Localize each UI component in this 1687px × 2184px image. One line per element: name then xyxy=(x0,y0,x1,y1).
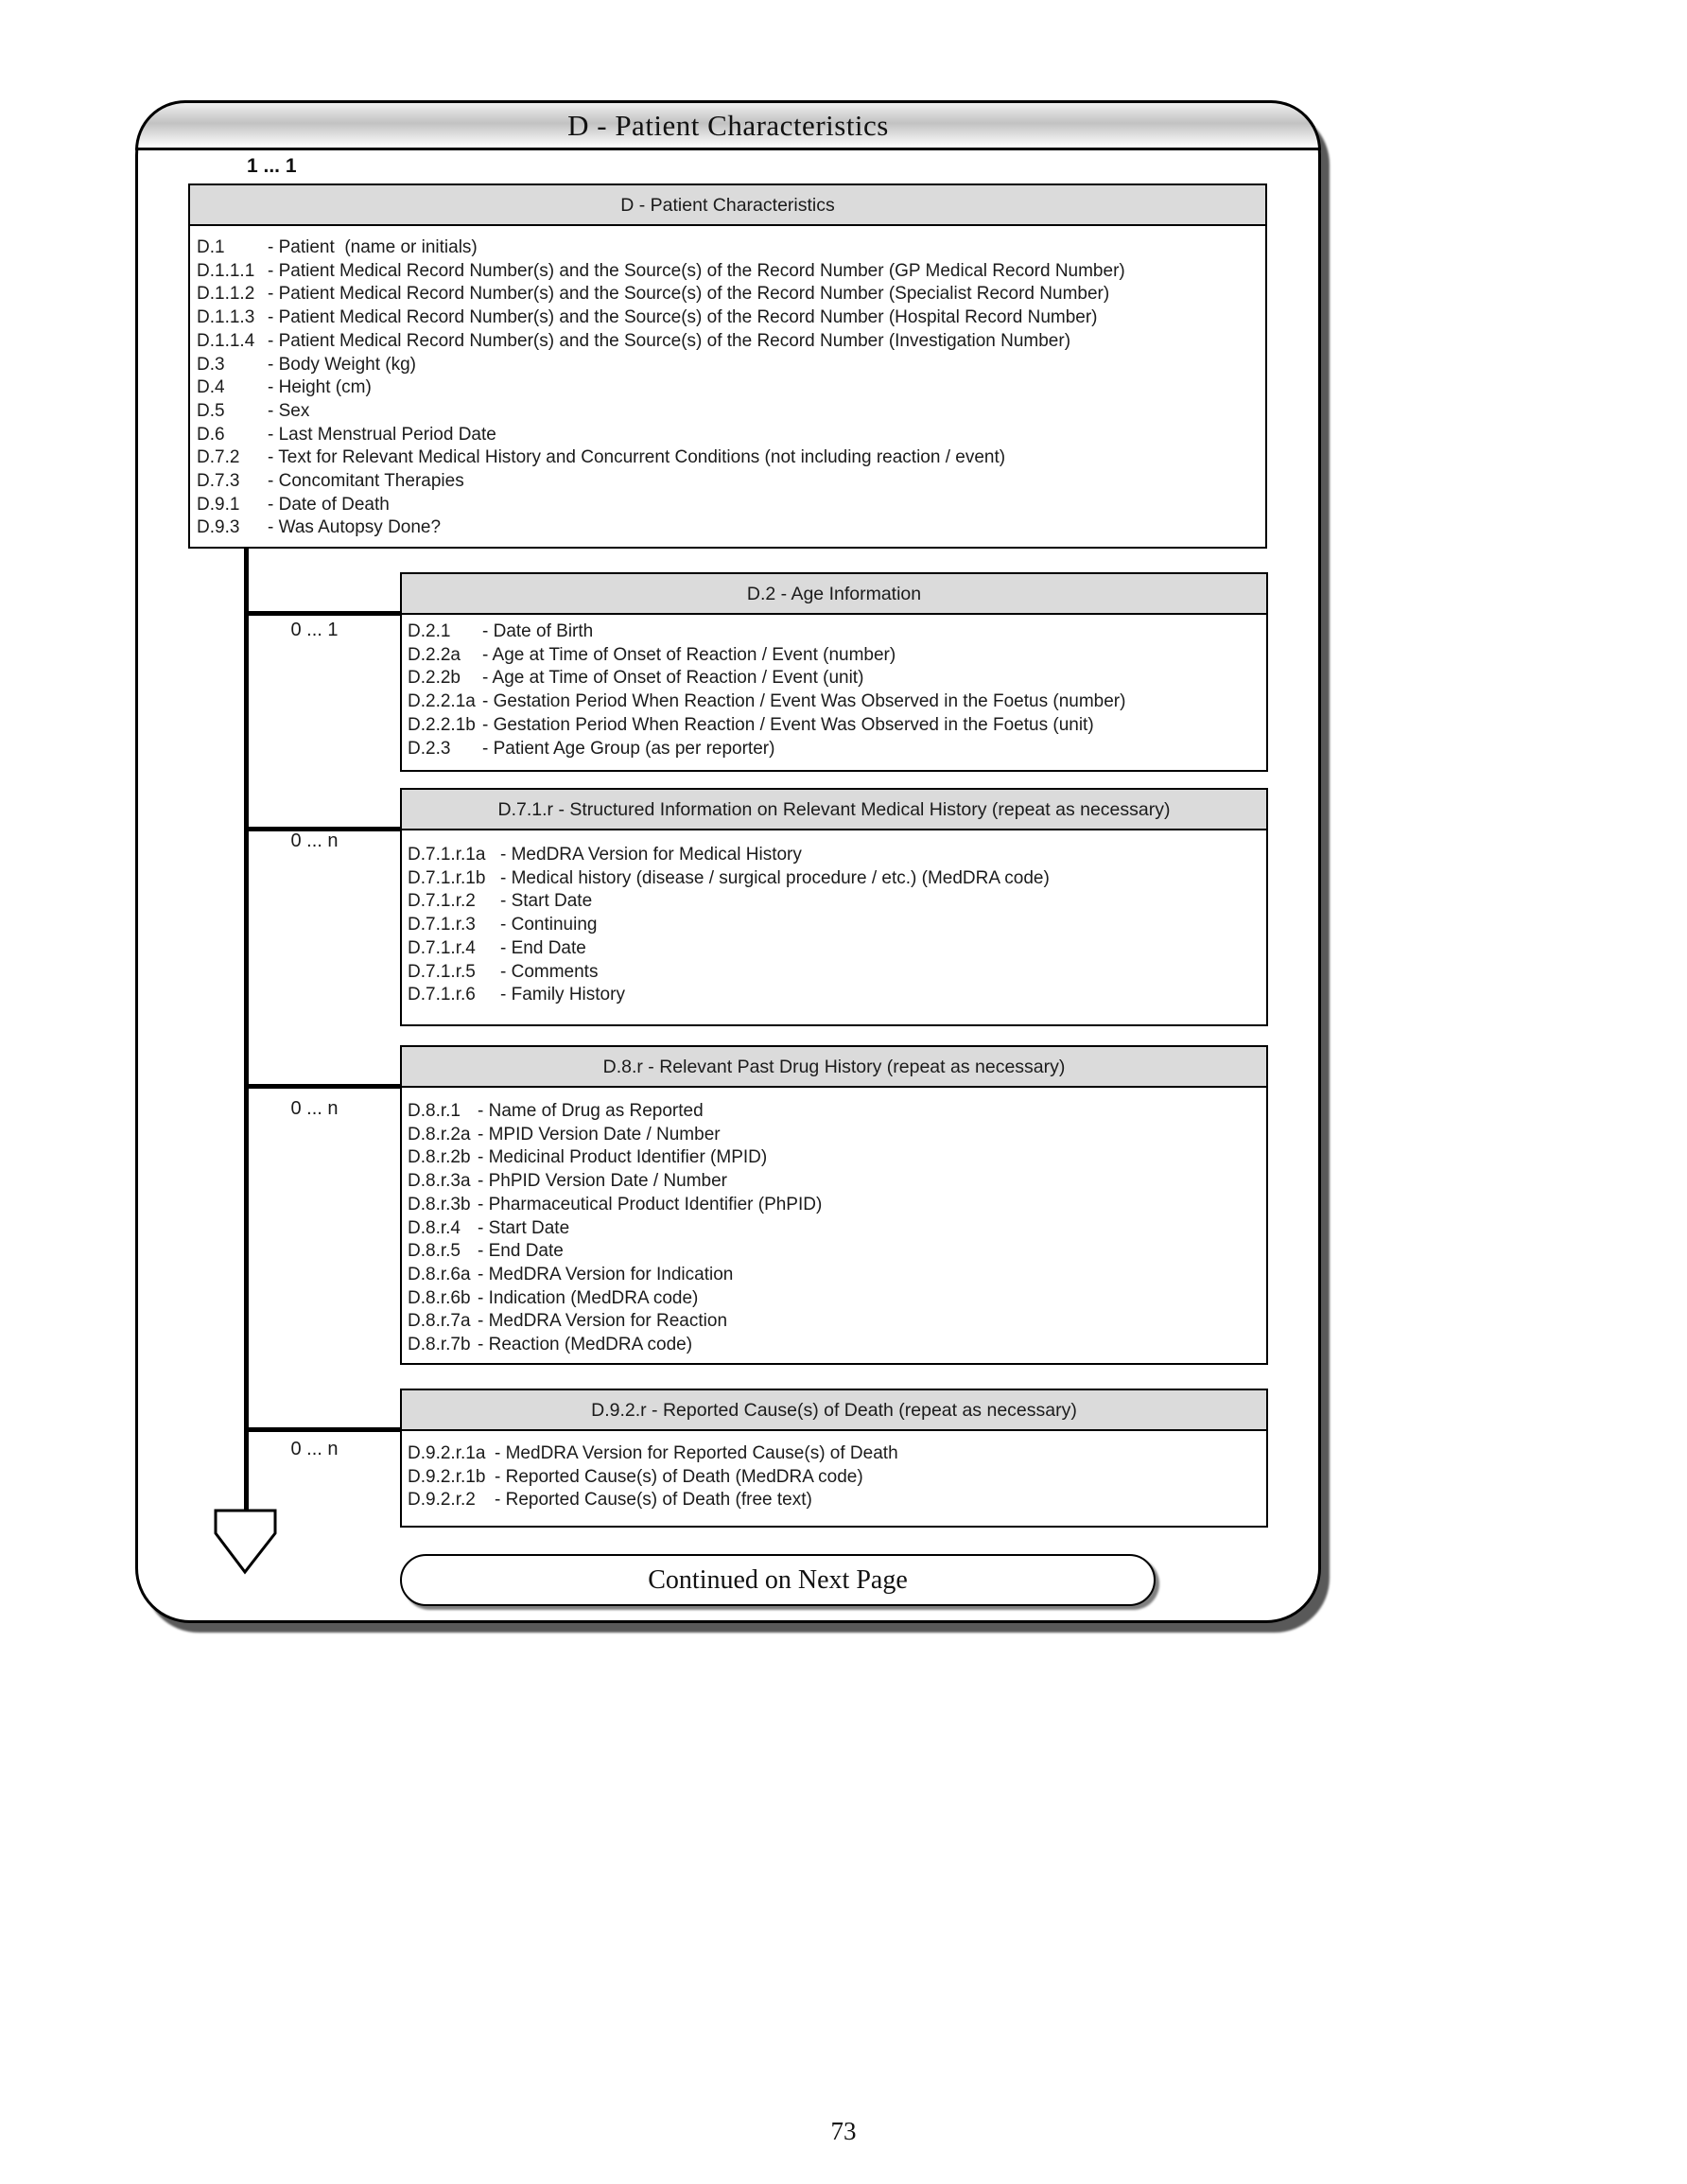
d71r-medical-history-box xyxy=(400,788,1268,1026)
field-id: D.8.r.6a xyxy=(408,1264,471,1284)
cardinality-label-d2: 0 ... 1 xyxy=(290,620,339,640)
field-label: - Body Weight (kg) xyxy=(268,354,416,375)
field-id: D.7.1.r.1a xyxy=(408,845,486,865)
field-label: - Gestation Period When Reaction / Event Was Observed in the Foetus (unit) xyxy=(482,714,1094,735)
field-label: - Date of Birth xyxy=(482,621,594,641)
d2-age-information-box xyxy=(400,572,1268,772)
field-label: - Date of Death xyxy=(268,494,390,515)
field-label: - Patient Age Group (as per reporter) xyxy=(482,738,775,759)
d8r-box-body xyxy=(402,1088,1266,1357)
field-row xyxy=(408,844,1266,867)
continued-on-next-page-text: Continued on Next Page xyxy=(648,1565,908,1595)
field-label: - Age at Time of Onset of Reaction / Event (unit) xyxy=(482,668,864,689)
field-id: D.7.1.r.5 xyxy=(408,961,476,982)
field-label: - Medical history (disease / surgical procedure / etc.) (MedDRA code) xyxy=(500,867,1050,888)
field-label: - Reported Cause(s) of Death (free text) xyxy=(495,1490,812,1511)
field-row xyxy=(408,1489,1266,1512)
field-label: - Indication (MedDRA code) xyxy=(478,1287,699,1308)
field-id: D.7.1.r.6 xyxy=(408,985,476,1005)
field-row xyxy=(408,1124,1266,1147)
field-id: D.6 xyxy=(197,424,225,445)
field-row xyxy=(408,644,1266,668)
field-label: - Continuing xyxy=(500,915,598,935)
field-row xyxy=(408,1466,1266,1490)
field-label: - Start Date xyxy=(500,891,593,912)
field-id: D.3 xyxy=(197,354,225,375)
d2-box-body xyxy=(402,615,1266,760)
field-row xyxy=(197,354,1261,377)
field-id: D.8.r.3b xyxy=(408,1194,471,1214)
field-id: D.2.3 xyxy=(408,738,451,759)
field-row xyxy=(408,984,1266,1007)
field-label: - MedDRA Version for Reaction xyxy=(478,1311,728,1332)
field-label: - Medicinal Product Identifier (MPID) xyxy=(478,1147,768,1168)
field-id: D.4 xyxy=(197,377,225,398)
field-row xyxy=(197,470,1261,494)
connector-line-d8r xyxy=(244,1084,400,1089)
field-label: - Patient Medical Record Number(s) and the Source(s) of the Record Number (Investigation Number) xyxy=(268,330,1071,351)
field-row xyxy=(408,620,1266,644)
field-label: - Sex xyxy=(268,400,310,421)
field-row xyxy=(408,1334,1266,1357)
field-id: D.1.1.2 xyxy=(197,284,255,305)
field-id: D.7.1.r.1b xyxy=(408,867,486,888)
field-row xyxy=(197,446,1261,470)
field-label: - Text for Relevant Medical History and Concurrent Conditions (not including reaction / event) xyxy=(268,447,1006,468)
d92r-box-header: D.9.2.r - Reported Cause(s) of Death (repeat as necessary) xyxy=(402,1390,1266,1431)
field-label: - MedDRA Version for Indication xyxy=(478,1264,734,1284)
field-label: - Patient (name or initials) xyxy=(268,237,478,257)
field-row xyxy=(408,1170,1266,1194)
field-row xyxy=(197,424,1261,447)
connector-line-d2 xyxy=(244,611,400,616)
connector-line-d92r xyxy=(244,1427,400,1432)
field-label: - Patient Medical Record Number(s) and the Source(s) of the Record Number (Hospital Record Number) xyxy=(268,307,1098,328)
field-id: D.1.1.3 xyxy=(197,307,255,328)
field-id: D.2.2.1b xyxy=(408,714,476,735)
field-label: - End Date xyxy=(500,937,586,958)
field-row xyxy=(197,306,1261,330)
field-row xyxy=(197,260,1261,284)
field-label: - Family History xyxy=(500,985,625,1005)
field-label: - Reaction (MedDRA code) xyxy=(478,1335,693,1355)
field-label: - Comments xyxy=(500,961,599,982)
field-id: D.7.2 xyxy=(197,447,240,468)
field-id: D.8.r.7a xyxy=(408,1311,471,1332)
field-label: - Patient Medical Record Number(s) and the Source(s) of the Record Number (GP Medical Record Number) xyxy=(268,260,1125,281)
cardinality-label-d8r: 0 ... n xyxy=(290,1098,339,1119)
field-label: - Start Date xyxy=(478,1217,570,1238)
field-id: D.7.3 xyxy=(197,471,240,492)
field-row xyxy=(197,400,1261,424)
field-id: D.2.2.1a xyxy=(408,691,476,712)
d8r-box-header: D.8.r - Relevant Past Drug History (repeat as necessary) xyxy=(402,1047,1266,1088)
field-id: D.5 xyxy=(197,400,225,421)
field-id: D.1 xyxy=(197,237,225,257)
field-row xyxy=(408,937,1266,961)
d92r-box-body xyxy=(402,1431,1266,1512)
field-id: D.9.3 xyxy=(197,517,240,538)
tree-trunk-line xyxy=(244,547,249,1511)
main-box-header: D - Patient Characteristics xyxy=(190,185,1265,226)
field-id: D.8.r.7b xyxy=(408,1335,471,1355)
field-row xyxy=(197,376,1261,400)
field-id: D.7.1.r.3 xyxy=(408,915,476,935)
field-label: - Name of Drug as Reported xyxy=(478,1101,704,1121)
field-row xyxy=(197,494,1261,517)
cardinality-label-d71r: 0 ... n xyxy=(290,830,339,851)
field-id: D.1.1.4 xyxy=(197,330,255,351)
field-label: - Last Menstrual Period Date xyxy=(268,424,496,445)
field-label: - Patient Medical Record Number(s) and the Source(s) of the Record Number (Specialist Record Number) xyxy=(268,284,1110,305)
field-row xyxy=(408,890,1266,914)
field-label: - Pharmaceutical Product Identifier (PhPID) xyxy=(478,1194,823,1214)
field-row xyxy=(197,283,1261,306)
field-label: - Age at Time of Onset of Reaction / Event (number) xyxy=(482,644,896,665)
panel-title: D - Patient Characteristics xyxy=(567,109,889,142)
d2-box-header: D.2 - Age Information xyxy=(402,574,1266,615)
field-id: D.2.2b xyxy=(408,668,461,689)
d71r-box-header: D.7.1.r - Structured Information on Relevant Medical History (repeat as necessary) xyxy=(402,790,1266,830)
field-row xyxy=(408,690,1266,714)
field-label: - Was Autopsy Done? xyxy=(268,517,442,538)
panel-title-banner xyxy=(135,100,1321,150)
main-box-body xyxy=(190,226,1265,540)
continued-on-next-page-shape xyxy=(400,1554,1156,1606)
field-label: - Reported Cause(s) of Death (MedDRA code) xyxy=(495,1466,863,1487)
field-id: D.8.r.6b xyxy=(408,1287,471,1308)
field-row xyxy=(408,1287,1266,1311)
field-label: - Height (cm) xyxy=(268,377,372,398)
field-row xyxy=(408,1264,1266,1287)
field-id: D.2.1 xyxy=(408,621,451,641)
field-id: D.7.1.r.2 xyxy=(408,891,476,912)
cardinality-label-d92r: 0 ... n xyxy=(290,1439,339,1459)
field-row xyxy=(197,330,1261,354)
field-row xyxy=(408,1240,1266,1264)
field-id: D.9.2.r.2 xyxy=(408,1490,476,1511)
d92r-cause-of-death-box xyxy=(400,1389,1268,1528)
field-id: D.9.2.r.1b xyxy=(408,1466,486,1487)
field-label: - Gestation Period When Reaction / Event Was Observed in the Foetus (number) xyxy=(482,691,1126,712)
field-label: - End Date xyxy=(478,1241,564,1262)
field-row xyxy=(408,914,1266,937)
field-row xyxy=(408,1146,1266,1170)
field-label: - MedDRA Version for Medical History xyxy=(500,845,802,865)
field-row xyxy=(197,236,1261,260)
field-row xyxy=(408,1310,1266,1334)
field-row xyxy=(408,1442,1266,1466)
field-id: D.8.r.1 xyxy=(408,1101,461,1121)
field-row xyxy=(197,516,1261,540)
field-id: D.8.r.3a xyxy=(408,1171,471,1192)
field-id: D.8.r.4 xyxy=(408,1217,461,1238)
d8r-past-drug-history-box xyxy=(400,1045,1268,1365)
field-row xyxy=(408,738,1266,761)
page-number: 73 xyxy=(830,2117,857,2145)
field-id: D.9.1 xyxy=(197,494,240,515)
field-row xyxy=(408,867,1266,891)
field-id: D.8.r.2b xyxy=(408,1147,471,1168)
field-id: D.7.1.r.4 xyxy=(408,937,476,958)
field-id: D.8.r.5 xyxy=(408,1241,461,1262)
field-id: D.1.1.1 xyxy=(197,260,255,281)
d71r-box-body xyxy=(402,830,1266,1007)
continuation-arrow-icon xyxy=(213,1509,279,1575)
cardinality-label-main: 1 ... 1 xyxy=(247,155,297,177)
field-id: D.8.r.2a xyxy=(408,1124,471,1144)
field-row xyxy=(408,667,1266,690)
field-row xyxy=(408,961,1266,985)
field-row xyxy=(408,714,1266,738)
field-label: - MPID Version Date / Number xyxy=(478,1124,721,1144)
field-row xyxy=(408,1217,1266,1241)
main-box-patient-characteristics xyxy=(188,183,1267,549)
field-label: - MedDRA Version for Reported Cause(s) of Death xyxy=(495,1443,898,1463)
field-label: - PhPID Version Date / Number xyxy=(478,1171,727,1192)
field-id: D.2.2a xyxy=(408,644,461,665)
field-row xyxy=(408,1100,1266,1124)
field-label: - Concomitant Therapies xyxy=(268,471,464,492)
field-id: D.9.2.r.1a xyxy=(408,1443,486,1463)
field-row xyxy=(408,1194,1266,1217)
